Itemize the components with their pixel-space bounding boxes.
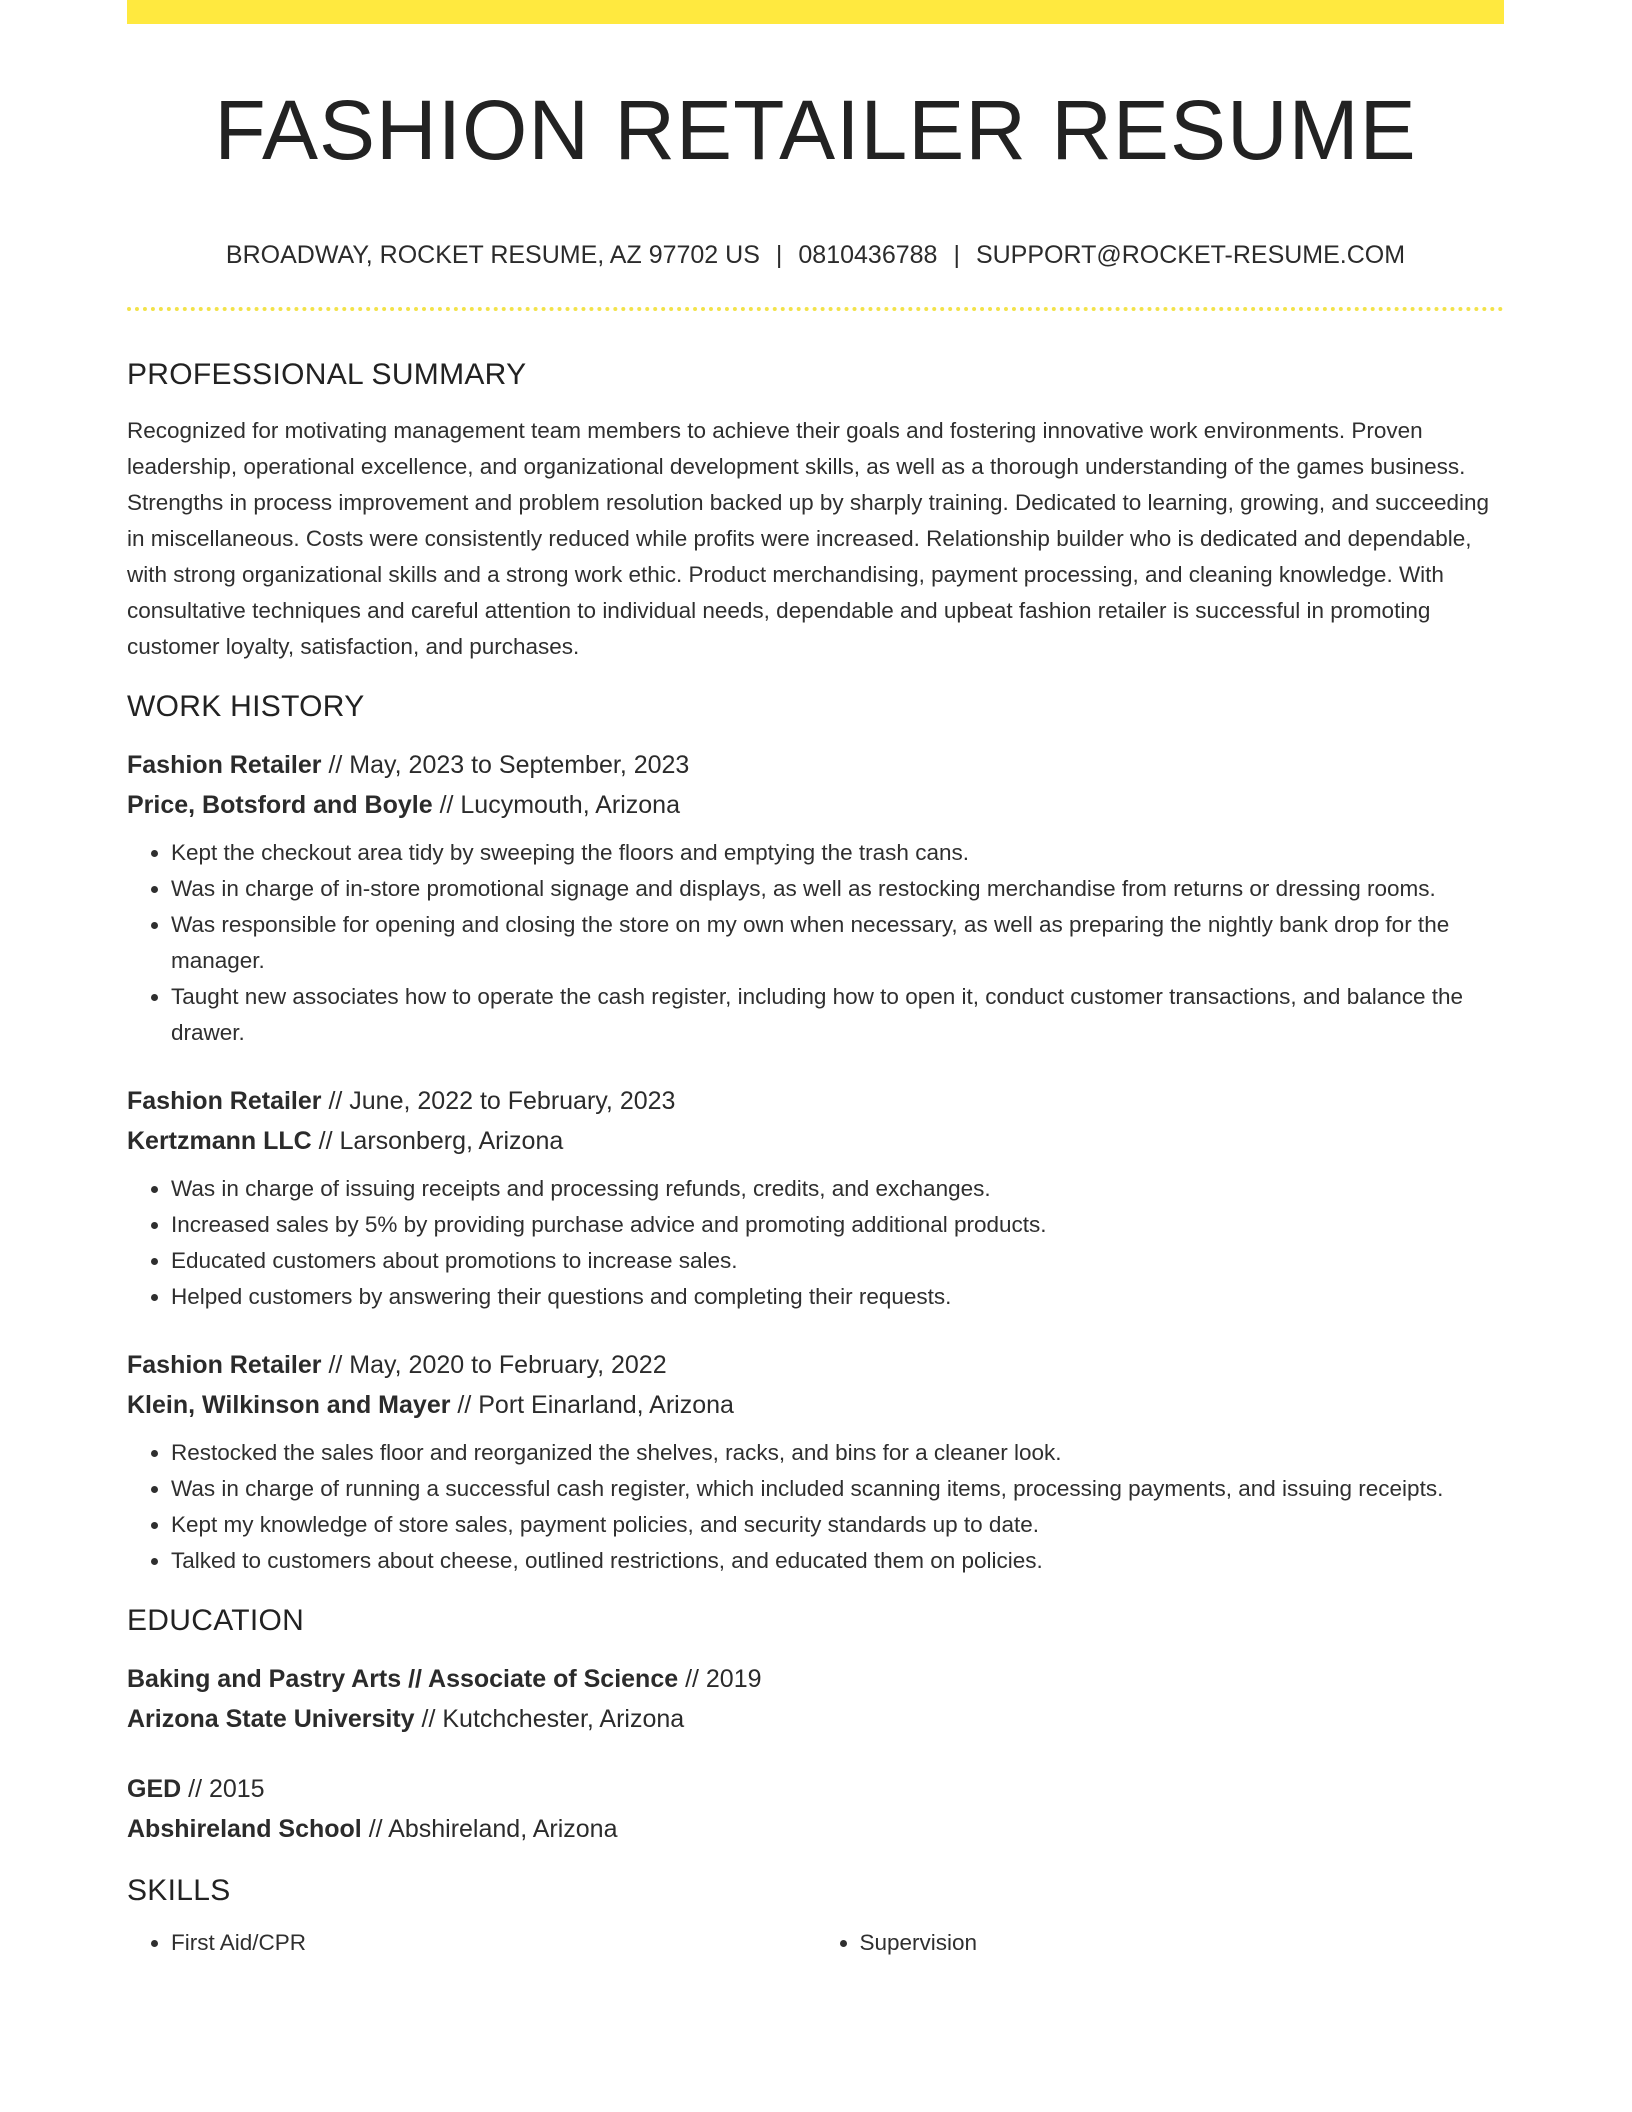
skills-right-column bbox=[816, 1925, 1505, 1961]
contact-email: SUPPORT@ROCKET-RESUME.COM bbox=[975, 241, 1406, 269]
skills-left-column bbox=[127, 1925, 816, 1961]
list-item: • Restocked the sales floor and reorganized the shelves, racks, and bins for a cleaner look. bbox=[171, 1435, 1504, 1471]
job-dates: // May, 2023 to September, 2023 bbox=[321, 751, 690, 779]
education-school-line bbox=[127, 1699, 1504, 1739]
list-item: • Was in charge of in-store promotional signage and displays, as well as restocking merchandise from returns or dressing rooms. bbox=[171, 871, 1504, 907]
education-school: Abshireland School bbox=[127, 1815, 362, 1843]
list-item: • Taught new associates how to operate the cash register, including how to open it, conduct customer transactions, and balance the drawer. bbox=[171, 979, 1504, 1051]
list-item: • Kept the checkout area tidy by sweeping the floors and emptying the trash cans. bbox=[171, 835, 1504, 871]
job-title-line bbox=[127, 745, 1504, 785]
education-year: // 2019 bbox=[678, 1665, 762, 1693]
summary-heading: PROFESSIONAL SUMMARY bbox=[127, 358, 527, 391]
skills-heading: SKILLS bbox=[127, 1874, 231, 1907]
job-title: Fashion Retailer bbox=[127, 751, 322, 779]
job-company-line bbox=[127, 785, 1504, 825]
list-item: • Educated customers about promotions to increase sales. bbox=[171, 1243, 1504, 1279]
education-entry bbox=[127, 1769, 1504, 1849]
job-location: // Lucymouth, Arizona bbox=[432, 791, 680, 819]
job-location: // Larsonberg, Arizona bbox=[311, 1127, 564, 1155]
education-degree-line bbox=[127, 1769, 1504, 1809]
job-company-line bbox=[127, 1121, 1504, 1161]
education-degree-line bbox=[127, 1659, 1504, 1699]
contact-phone: 0810436788 bbox=[798, 241, 938, 269]
job-company: Kertzmann LLC bbox=[127, 1127, 312, 1155]
list-item: • Increased sales by 5% by providing purchase advice and promoting additional products. bbox=[171, 1207, 1504, 1243]
education-entry bbox=[127, 1659, 1504, 1739]
resume-body bbox=[127, 355, 1504, 1961]
contact-separator: | bbox=[953, 241, 960, 269]
job-dates: // May, 2020 to February, 2022 bbox=[321, 1351, 667, 1379]
education-location: // Abshireland, Arizona bbox=[361, 1815, 618, 1843]
job-entry bbox=[127, 1345, 1504, 1579]
job-company: Price, Botsford and Boyle bbox=[127, 791, 433, 819]
education-school: Arizona State University bbox=[127, 1705, 415, 1733]
job-title: Fashion Retailer bbox=[127, 1351, 322, 1379]
job-title: Fashion Retailer bbox=[127, 1087, 322, 1115]
education-heading: EDUCATION bbox=[127, 1604, 305, 1637]
list-item: • Talked to customers about cheese, outlined restrictions, and educated them on policies. bbox=[171, 1543, 1504, 1579]
job-dates: // June, 2022 to February, 2023 bbox=[321, 1087, 676, 1115]
skill-item: • Supervision bbox=[860, 1925, 1505, 1961]
contact-separator: | bbox=[775, 241, 783, 269]
education-degree: Baking and Pastry Arts // Associate of Science bbox=[127, 1665, 679, 1693]
contact-address: BROADWAY, ROCKET RESUME, AZ 97702 US bbox=[225, 241, 760, 269]
education-location: // Kutchchester, Arizona bbox=[414, 1705, 685, 1733]
skill-item: • First Aid/CPR bbox=[171, 1925, 816, 1961]
job-entry bbox=[127, 745, 1504, 1051]
list-item: • Was in charge of issuing receipts and processing refunds, credits, and exchanges. bbox=[171, 1171, 1504, 1207]
job-title-line bbox=[127, 1081, 1504, 1121]
summary-text: Recognized for motivating management team members to achieve their goals and fostering innovative work environments. Proven leadership, operational excellence, and organizational development skills, as well as a thorough understanding of the games business. Strengths in process improvement and problem resolution backed up by sharply training. Dedicated to learning, growing, and succeeding in miscellaneous. Costs were consistently reduced while profits were increased. Relationship builder who is dedicated and dependable, with strong organizational skills and a strong work ethic. Product merchandising, payment processing, and cleaning knowledge. With consultative techniques and careful attention to individual needs, dependable and upbeat fashion retailer is successful in promoting customer loyalty, satisfaction, and purchases. bbox=[127, 418, 1490, 659]
skills-columns bbox=[127, 1925, 1504, 1961]
accent-bar bbox=[127, 0, 1504, 24]
job-location: // Port Einarland, Arizona bbox=[450, 1391, 734, 1419]
job-bullets bbox=[127, 1435, 1504, 1579]
list-item: • Was responsible for opening and closing the store on my own when necessary, as well as preparing the nightly bank drop for the manager. bbox=[171, 907, 1504, 979]
list-item: • Was in charge of running a successful cash register, which included scanning items, processing payments, and issuing receipts. bbox=[171, 1471, 1504, 1507]
job-bullets bbox=[127, 1171, 1504, 1315]
education-degree: GED bbox=[127, 1775, 182, 1803]
job-bullets bbox=[127, 835, 1504, 1051]
job-entry bbox=[127, 1081, 1504, 1315]
list-item: • Helped customers by answering their questions and completing their requests. bbox=[171, 1279, 1504, 1315]
work-history-heading: WORK HISTORY bbox=[127, 690, 365, 723]
job-company: Klein, Wilkinson and Mayer bbox=[127, 1391, 451, 1419]
page-title: FASHION RETAILER RESUME bbox=[214, 83, 1417, 177]
list-item: • Kept my knowledge of store sales, payment policies, and security standards up to date. bbox=[171, 1507, 1504, 1543]
contact-line bbox=[127, 238, 1504, 272]
dotted-divider bbox=[127, 307, 1504, 311]
job-company-line bbox=[127, 1385, 1504, 1425]
education-year: // 2015 bbox=[181, 1775, 265, 1803]
education-school-line bbox=[127, 1809, 1504, 1849]
job-title-line bbox=[127, 1345, 1504, 1385]
